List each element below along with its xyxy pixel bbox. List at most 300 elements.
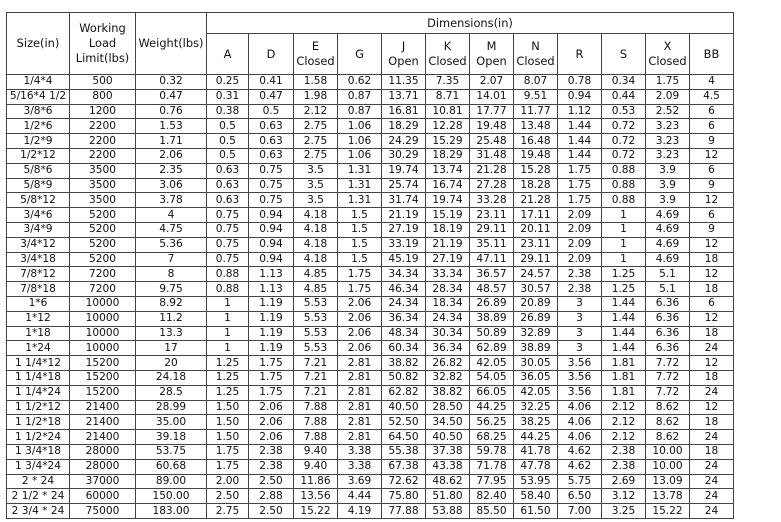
table-cell: 3.56 [558, 385, 602, 400]
table-cell: 0.63 [207, 193, 249, 208]
table-cell: 18.29 [382, 119, 426, 134]
table-cell: 1.25 [207, 370, 249, 385]
table-cell: 1.75 [338, 282, 382, 297]
table-cell: 0.88 [602, 163, 646, 178]
table-cell: 0.5 [207, 134, 249, 149]
table-cell: 1200 [70, 104, 136, 119]
table-cell: 12 [690, 311, 734, 326]
table-cell: 1.75 [249, 356, 294, 371]
table-cell: 5200 [70, 222, 136, 237]
table-cell: 1.5 [338, 222, 382, 237]
table-cell: 24.18 [136, 370, 207, 385]
table-cell: 1.5 [338, 252, 382, 267]
table-cell: 15200 [70, 356, 136, 371]
table-row [7, 370, 734, 385]
table-cell: 2.12 [294, 104, 338, 119]
table-row [7, 237, 734, 252]
table-cell: 3.23 [646, 119, 690, 134]
table-cell: 2.09 [646, 89, 690, 104]
table-cell: 19.48 [514, 148, 558, 163]
table-cell: 1.06 [338, 148, 382, 163]
table-cell: 0.94 [558, 89, 602, 104]
table-cell: 56.25 [470, 415, 514, 430]
table-cell: 3/4*6 [7, 208, 70, 223]
table-cell: 6 [690, 163, 734, 178]
table-cell: 14.01 [470, 89, 514, 104]
header-dim-line: D [266, 46, 276, 61]
table-cell: 58.40 [514, 489, 558, 504]
table-cell: 4.62 [558, 444, 602, 459]
table-cell: 3500 [70, 163, 136, 178]
table-cell: 2.38 [558, 267, 602, 282]
table-cell: 3.78 [136, 193, 207, 208]
table-cell: 85.50 [470, 504, 514, 519]
table-cell: 4.85 [294, 267, 338, 282]
table-cell: 30.05 [514, 356, 558, 371]
table-cell: 3 [558, 296, 602, 311]
table-cell: 33.28 [470, 193, 514, 208]
table-cell: 24.34 [382, 296, 426, 311]
table-cell: 1.44 [558, 119, 602, 134]
table-cell: 6 [690, 104, 734, 119]
table-cell: 7/8*18 [7, 282, 70, 297]
table-cell: 30.57 [514, 282, 558, 297]
table-cell: 1/4*4 [7, 75, 70, 90]
table-cell: 2.12 [602, 400, 646, 415]
table-cell: 1.06 [338, 119, 382, 134]
table-cell: 1.19 [249, 311, 294, 326]
table-cell: 2.50 [249, 474, 294, 489]
table-cell: 2.09 [558, 237, 602, 252]
table-cell: 2 * 24 [7, 474, 70, 489]
header-dim-line: N [531, 39, 540, 53]
table-cell: 0.75 [249, 193, 294, 208]
table-cell: 38.89 [470, 311, 514, 326]
header-dim-line: Closed [428, 54, 467, 68]
table-row [7, 430, 734, 445]
table-row [7, 208, 734, 223]
table-cell: 21400 [70, 400, 136, 415]
header-dim-line: Closed [516, 54, 555, 68]
table-cell: 1.81 [602, 356, 646, 371]
table-cell: 37000 [70, 474, 136, 489]
header-wll-line: Limit(lbs) [75, 51, 130, 65]
table-cell: 38.82 [382, 356, 426, 371]
table-cell: 1.25 [602, 267, 646, 282]
header-dim-line: E [311, 39, 320, 53]
table-cell: 1 [207, 341, 249, 356]
table-cell: 2.81 [338, 430, 382, 445]
table-cell: 60.34 [382, 341, 426, 356]
table-cell: 21.28 [470, 163, 514, 178]
table-cell: 2200 [70, 134, 136, 149]
table-cell: 1.19 [249, 326, 294, 341]
table-cell: 10000 [70, 296, 136, 311]
table-cell: 47.11 [470, 252, 514, 267]
table-cell: 1.75 [558, 178, 602, 193]
table-cell: 1.44 [602, 326, 646, 341]
table-cell: 3.5 [294, 178, 338, 193]
table-cell: 3.38 [338, 444, 382, 459]
table-cell: 1 1/2*18 [7, 415, 70, 430]
table-cell: 24 [690, 430, 734, 445]
table-cell: 37.38 [426, 444, 470, 459]
header-dim-n [514, 34, 558, 75]
table-cell: 2.09 [558, 222, 602, 237]
table-cell: 0.76 [136, 104, 207, 119]
table-cell: 12.28 [426, 119, 470, 134]
table-cell: 3.9 [646, 163, 690, 178]
table-cell: 0.53 [602, 104, 646, 119]
table-body [7, 75, 734, 519]
header-wll-line: Working [79, 21, 126, 35]
table-cell: 4.06 [558, 415, 602, 430]
table-cell: 33.34 [426, 267, 470, 282]
table-cell: 7.35 [426, 75, 470, 90]
table-cell: 1.75 [249, 385, 294, 400]
table-cell: 6 [690, 296, 734, 311]
table-cell: 24 [690, 504, 734, 519]
table-cell: 17.77 [470, 104, 514, 119]
table-cell: 6.36 [646, 326, 690, 341]
table-cell: 2.06 [338, 296, 382, 311]
table-cell: 4.44 [338, 489, 382, 504]
table-cell: 1 3/4*18 [7, 444, 70, 459]
table-cell: 0.62 [338, 75, 382, 90]
table-cell: 75.80 [382, 489, 426, 504]
table-cell: 1*12 [7, 311, 70, 326]
header-dim-line: G [355, 46, 364, 61]
table-row [7, 400, 734, 415]
table-cell: 0.94 [249, 252, 294, 267]
table-cell: 2.06 [136, 148, 207, 163]
table-cell: 2.38 [249, 444, 294, 459]
table-cell: 28.5 [136, 385, 207, 400]
table-cell: 3.06 [136, 178, 207, 193]
table-cell: 16.81 [382, 104, 426, 119]
table-cell: 5.1 [646, 267, 690, 282]
table-cell: 4.18 [294, 208, 338, 223]
table-cell: 0.75 [249, 178, 294, 193]
table-cell: 77.88 [382, 504, 426, 519]
table-cell: 9 [690, 134, 734, 149]
table-cell: 0.47 [136, 89, 207, 104]
table-cell: 16.48 [514, 134, 558, 149]
table-row [7, 134, 734, 149]
table-cell: 1 [602, 237, 646, 252]
header-weight: Weight(lbs) [136, 13, 207, 75]
table-cell: 0.75 [207, 237, 249, 252]
table-cell: 8.92 [136, 296, 207, 311]
table-cell: 2.06 [249, 415, 294, 430]
table-cell: 6.36 [646, 296, 690, 311]
table-cell: 2.75 [294, 148, 338, 163]
table-cell: 4 [690, 75, 734, 90]
table-cell: 7.88 [294, 415, 338, 430]
table-cell: 2.38 [602, 459, 646, 474]
table-cell: 1.50 [207, 430, 249, 445]
table-cell: 1 [207, 311, 249, 326]
table-row [7, 326, 734, 341]
table-cell: 10000 [70, 341, 136, 356]
table-cell: 0.25 [207, 75, 249, 90]
table-cell: 1*24 [7, 341, 70, 356]
table-cell: 3.12 [602, 489, 646, 504]
table-cell: 62.89 [470, 341, 514, 356]
table-cell: 18 [690, 252, 734, 267]
table-cell: 6.36 [646, 311, 690, 326]
table-cell: 18 [690, 282, 734, 297]
header-dim-line: A [223, 46, 232, 61]
table-cell: 18 [690, 326, 734, 341]
table-cell: 51.80 [426, 489, 470, 504]
table-cell: 62.82 [382, 385, 426, 400]
table-cell: 11.77 [514, 104, 558, 119]
table-cell: 53.88 [426, 504, 470, 519]
table-cell: 77.95 [470, 474, 514, 489]
table-cell: 1.71 [136, 134, 207, 149]
table-cell: 54.05 [470, 370, 514, 385]
table-cell: 1.50 [207, 400, 249, 415]
table-cell: 13.3 [136, 326, 207, 341]
table-cell: 12 [690, 400, 734, 415]
table-cell: 0.88 [207, 267, 249, 282]
table-cell: 20.11 [514, 222, 558, 237]
table-cell: 4.75 [136, 222, 207, 237]
table-cell: 38.25 [514, 415, 558, 430]
table-cell: 48.57 [470, 282, 514, 297]
table-cell: 4.62 [558, 459, 602, 474]
table-cell: 1/2*12 [7, 148, 70, 163]
table-cell: 2200 [70, 148, 136, 163]
table-cell: 0.63 [207, 178, 249, 193]
table-cell: 1.53 [136, 119, 207, 134]
table-cell: 50.89 [470, 326, 514, 341]
table-cell: 12 [690, 148, 734, 163]
table-cell: 82.40 [470, 489, 514, 504]
table-cell: 60.68 [136, 459, 207, 474]
table-cell: 47.78 [514, 459, 558, 474]
table-cell: 30.34 [426, 326, 470, 341]
table-cell: 20 [136, 356, 207, 371]
table-cell: 0.72 [602, 134, 646, 149]
table-cell: 36.57 [470, 267, 514, 282]
table-cell: 0.44 [602, 89, 646, 104]
table-cell: 32.89 [514, 326, 558, 341]
table-cell: 9.40 [294, 459, 338, 474]
table-cell: 29.11 [514, 252, 558, 267]
table-row [7, 178, 734, 193]
table-cell: 17 [136, 341, 207, 356]
table-cell: 3.69 [338, 474, 382, 489]
header-dim-e [294, 34, 338, 75]
table-cell: 1 3/4*24 [7, 459, 70, 474]
table-cell: 5.53 [294, 296, 338, 311]
table-cell: 1 1/2*24 [7, 430, 70, 445]
table-cell: 2.75 [294, 134, 338, 149]
table-cell: 3 [558, 341, 602, 356]
table-cell: 1.31 [338, 178, 382, 193]
table-cell: 66.05 [470, 385, 514, 400]
table-cell: 7.21 [294, 370, 338, 385]
table-cell: 46.34 [382, 282, 426, 297]
header-dim-line: M [486, 39, 497, 53]
table-cell: 8.71 [426, 89, 470, 104]
table-cell: 15.22 [646, 504, 690, 519]
table-cell: 24.34 [426, 311, 470, 326]
table-cell: 2.06 [249, 430, 294, 445]
table-cell: 3/4*9 [7, 222, 70, 237]
table-cell: 43.38 [426, 459, 470, 474]
table-cell: 500 [70, 75, 136, 90]
table-row [7, 267, 734, 282]
table-cell: 3.25 [602, 504, 646, 519]
table-cell: 0.78 [558, 75, 602, 90]
table-cell: 31.48 [470, 148, 514, 163]
table-cell: 59.78 [470, 444, 514, 459]
table-cell: 15.22 [294, 504, 338, 519]
table-cell: 10.00 [646, 444, 690, 459]
table-cell: 7.88 [294, 430, 338, 445]
table-cell: 0.5 [249, 104, 294, 119]
table-cell: 9.51 [514, 89, 558, 104]
table-cell: 24 [690, 459, 734, 474]
table-cell: 18.28 [514, 178, 558, 193]
table-cell: 0.75 [207, 222, 249, 237]
table-cell: 7.72 [646, 370, 690, 385]
table-cell: 7.72 [646, 385, 690, 400]
table-cell: 3.5 [294, 163, 338, 178]
table-cell: 1/2*9 [7, 134, 70, 149]
table-cell: 13.56 [294, 489, 338, 504]
table-cell: 5200 [70, 252, 136, 267]
table-cell: 13.09 [646, 474, 690, 489]
table-cell: 36.34 [426, 341, 470, 356]
header-dim-g [338, 34, 382, 75]
table-row [7, 148, 734, 163]
table-cell: 7.21 [294, 356, 338, 371]
table-cell: 9.40 [294, 444, 338, 459]
table-cell: 12 [690, 193, 734, 208]
table-cell: 67.38 [382, 459, 426, 474]
table-row [7, 504, 734, 519]
table-cell: 0.94 [249, 208, 294, 223]
table-cell: 3500 [70, 178, 136, 193]
table-cell: 0.87 [338, 89, 382, 104]
table-cell: 4.06 [558, 400, 602, 415]
table-cell: 0.94 [249, 222, 294, 237]
table-row [7, 489, 734, 504]
header-dim-d [249, 34, 294, 75]
table-cell: 5.1 [646, 282, 690, 297]
table-cell: 30.29 [382, 148, 426, 163]
table-cell: 4.85 [294, 282, 338, 297]
table-cell: 10.00 [646, 459, 690, 474]
table-cell: 38.89 [514, 341, 558, 356]
table-cell: 52.50 [382, 415, 426, 430]
table-cell: 0.75 [207, 208, 249, 223]
table-cell: 2.69 [602, 474, 646, 489]
table-cell: 3.23 [646, 148, 690, 163]
table-cell: 26.82 [426, 356, 470, 371]
table-cell: 48.62 [426, 474, 470, 489]
table-cell: 2.81 [338, 385, 382, 400]
table-cell: 3.56 [558, 356, 602, 371]
table-cell: 3/4*18 [7, 252, 70, 267]
header-dim-k [426, 34, 470, 75]
table-cell: 0.75 [249, 163, 294, 178]
table-cell: 6 [690, 208, 734, 223]
table-cell: 10.81 [426, 104, 470, 119]
header-dim-line: BB [703, 46, 720, 61]
table-cell: 2 1/2 * 24 [7, 489, 70, 504]
table-cell: 27.19 [426, 252, 470, 267]
table-cell: 32.25 [514, 400, 558, 415]
table-cell: 68.25 [470, 430, 514, 445]
table-cell: 1.75 [558, 163, 602, 178]
table-cell: 8.07 [514, 75, 558, 90]
table-cell: 64.50 [382, 430, 426, 445]
table-cell: 15.29 [426, 134, 470, 149]
table-cell: 26.89 [470, 296, 514, 311]
table-cell: 2.81 [338, 415, 382, 430]
table-cell: 53.95 [514, 474, 558, 489]
table-header [7, 13, 734, 75]
table-cell: 21400 [70, 430, 136, 445]
table-cell: 1.75 [338, 267, 382, 282]
table-cell: 1 [602, 208, 646, 223]
table-cell: 18.34 [426, 296, 470, 311]
table-cell: 1.75 [646, 75, 690, 90]
table-cell: 6.36 [646, 341, 690, 356]
table-cell: 40.50 [426, 430, 470, 445]
table-cell: 1 1/4*12 [7, 356, 70, 371]
turnbuckle-spec-table [6, 12, 734, 519]
table-cell: 72.62 [382, 474, 426, 489]
table-cell: 1 [207, 296, 249, 311]
table-cell: 1.25 [602, 282, 646, 297]
table-cell: 9 [690, 222, 734, 237]
table-cell: 150.00 [136, 489, 207, 504]
table-cell: 1*6 [7, 296, 70, 311]
table-row [7, 104, 734, 119]
header-dim-r [558, 34, 602, 75]
table-cell: 2.81 [338, 400, 382, 415]
table-row [7, 75, 734, 90]
table-cell: 15.28 [514, 163, 558, 178]
table-cell: 7200 [70, 282, 136, 297]
table-cell: 18.19 [426, 222, 470, 237]
table-cell: 13.48 [514, 119, 558, 134]
table-cell: 38.82 [426, 385, 470, 400]
header-working-load-limit [70, 13, 136, 75]
header-dim-line: R [575, 46, 584, 61]
header-dimensions: Dimensions(in) [207, 13, 734, 34]
header-dim-s [602, 34, 646, 75]
table-cell: 19.74 [426, 193, 470, 208]
table-row [7, 356, 734, 371]
table-cell: 2.88 [249, 489, 294, 504]
table-cell: 15200 [70, 385, 136, 400]
table-cell: 1.75 [207, 444, 249, 459]
table-cell: 5.53 [294, 311, 338, 326]
table-cell: 4.5 [690, 89, 734, 104]
table-cell: 7.00 [558, 504, 602, 519]
table-cell: 0.47 [249, 89, 294, 104]
table-cell: 2.50 [249, 504, 294, 519]
table-cell: 1.5 [338, 208, 382, 223]
table-cell: 2.12 [602, 430, 646, 445]
